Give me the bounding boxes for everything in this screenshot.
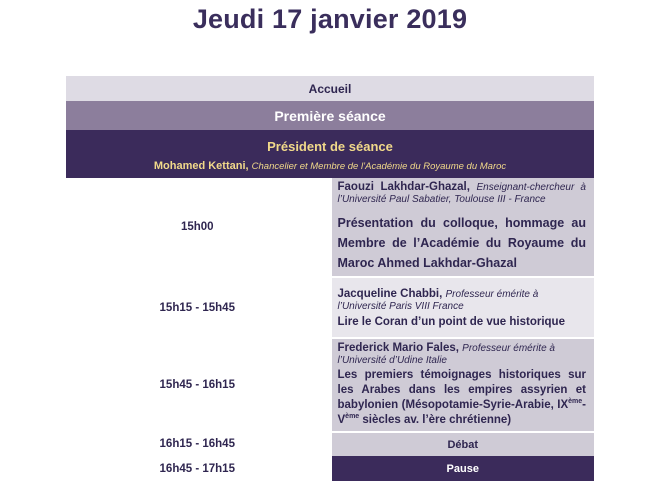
pause-row — [66, 456, 594, 481]
page-title: Jeudi 17 janvier 2019 — [192, 4, 468, 34]
session-time: 15h15 - 15h45 — [66, 277, 330, 338]
superscript-ordinal: ème — [568, 398, 583, 406]
accueil-bar: Accueil — [66, 76, 594, 101]
session-talk-mid: - V — [337, 399, 586, 426]
session-content — [330, 277, 594, 338]
session-speaker: Faouzi Lakhdar-Ghazal, — [337, 181, 470, 193]
session-role: Enseignant-chercheur à l’Université Paul Sabatier, Toulouse III - France — [337, 182, 586, 205]
session-content — [330, 338, 594, 432]
session-talk — [338, 368, 587, 428]
session-role: Professeur émérite à l’Université d’Udine Italie — [337, 343, 555, 366]
session-talk-text: Les premiers témoignages historiques sur les Arabes dans les empires assyrien et babylonien (Mésopotamie-Syrie-Arabie, IX — [337, 369, 586, 411]
debat-row — [66, 432, 594, 456]
pause-label: Pause — [330, 456, 594, 481]
session-speaker: Frederick Mario Fales, — [337, 342, 459, 354]
president-line — [66, 160, 594, 172]
debat-time: 16h15 - 16h45 — [66, 432, 330, 456]
debat-label: Débat — [330, 432, 594, 456]
president-bar — [66, 130, 594, 178]
session-talk: Présentation du colloque, hommage au Membre de l’Académie du Royaume du Maroc Ahmed Lakhdar-Ghazal — [337, 216, 586, 270]
session-row — [66, 277, 594, 338]
president-role: Chancelier et Membre de l’Académie du Royaume du Maroc — [251, 160, 507, 172]
session-content — [330, 178, 594, 277]
session-time: 15h45 - 16h15 — [66, 338, 330, 432]
seance-bar: Première séance — [66, 101, 594, 130]
session-row — [66, 338, 594, 432]
session-talk: Lire le Coran d’un point de vue historique — [337, 315, 565, 328]
seance-row — [66, 101, 594, 130]
president-name: Mohamed Kettani, — [153, 159, 249, 172]
session-row — [66, 178, 594, 277]
session-time: 15h00 — [66, 178, 330, 277]
session-speaker: Jacqueline Chabbi, — [337, 287, 443, 300]
session-talk-end: siècles av. l’ère chrétienne) — [359, 414, 512, 426]
superscript-ordinal: ème — [345, 413, 360, 421]
accueil-row — [66, 76, 594, 101]
session-role: Professeur émérite à l’Université Paris VIII France — [337, 288, 539, 312]
president-heading: Président de séance — [267, 138, 393, 154]
program-table — [66, 76, 594, 481]
president-row — [66, 130, 594, 178]
pause-time: 16h45 - 17h15 — [66, 456, 330, 481]
